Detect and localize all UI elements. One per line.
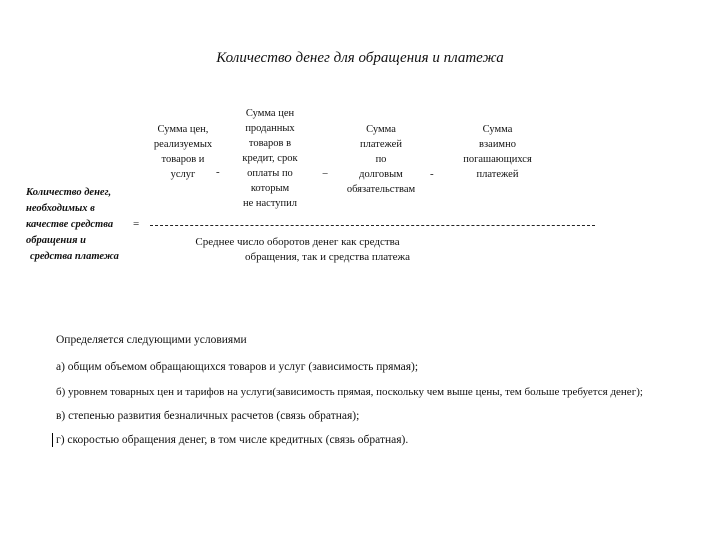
denom-line: Среднее число оборотов денег как средства: [195, 236, 400, 248]
conditions-intro: Определяется следующими условиями: [56, 334, 247, 346]
col-line: товаров и: [161, 154, 205, 165]
col-line: кредит, срок: [242, 153, 298, 164]
formula-lhs: [26, 185, 146, 265]
col-line: взаимно: [479, 139, 516, 150]
col-line: услуг: [170, 169, 196, 180]
col-line: платежей: [360, 139, 402, 150]
minus-sign: −: [322, 168, 329, 180]
condition-a: а) общим объемом обращающихся товаров и услуг (зависимость прямая);: [56, 361, 419, 373]
col-line: которым: [250, 183, 290, 194]
condition-d: г) скоростью обращения денег, в том числе кредитных (связь обратная).: [56, 434, 409, 446]
col-line: по: [375, 154, 387, 165]
col-line: проданных: [245, 123, 295, 134]
col-line: реализуемых: [153, 139, 213, 150]
slide-title: Количество денег для обращения и платежа: [216, 50, 504, 66]
numerator-col-payments: [336, 122, 426, 197]
col-line: платежей: [476, 169, 519, 180]
col-line: товаров в: [248, 138, 292, 149]
formula-denominator: [150, 235, 445, 265]
fraction-line: [150, 225, 595, 226]
numerator-col-credit: [224, 106, 316, 211]
lhs-line: необходимых в: [26, 203, 95, 214]
col-line: долговым: [359, 169, 403, 180]
col-line: погашающихся: [463, 154, 532, 165]
condition-c: в) степенью развития безналичных расчетов (связь обратная);: [56, 410, 360, 422]
col-line: оплаты по: [247, 168, 293, 179]
minus-sign: -: [430, 168, 434, 180]
col-line: обязательствам: [346, 184, 416, 195]
lhs-line: средства платежа: [30, 251, 119, 262]
col-line: Сумма: [366, 124, 396, 135]
condition-b: б) уровнем товарных цен и тарифов на услуги(зависимость прямая, поскольку чем выше цены, тем больше требуется денег);: [56, 386, 643, 398]
col-line: Сумма цен,: [157, 124, 209, 135]
text-cursor: [52, 433, 53, 447]
col-line: Сумма цен: [245, 108, 295, 119]
numerator-col-offsetting: [450, 122, 545, 182]
numerator-col-prices: [138, 122, 228, 182]
col-line: Сумма: [482, 124, 513, 135]
lhs-line: качестве средства: [26, 219, 114, 230]
col-line: не наступил: [242, 198, 298, 209]
lhs-line: обращения и: [26, 235, 86, 246]
denom-line: обращения, так и средства платежа: [245, 251, 410, 263]
equals-sign: =: [133, 218, 140, 230]
minus-sign: -: [216, 166, 220, 178]
lhs-line: Количество денег,: [26, 187, 112, 198]
